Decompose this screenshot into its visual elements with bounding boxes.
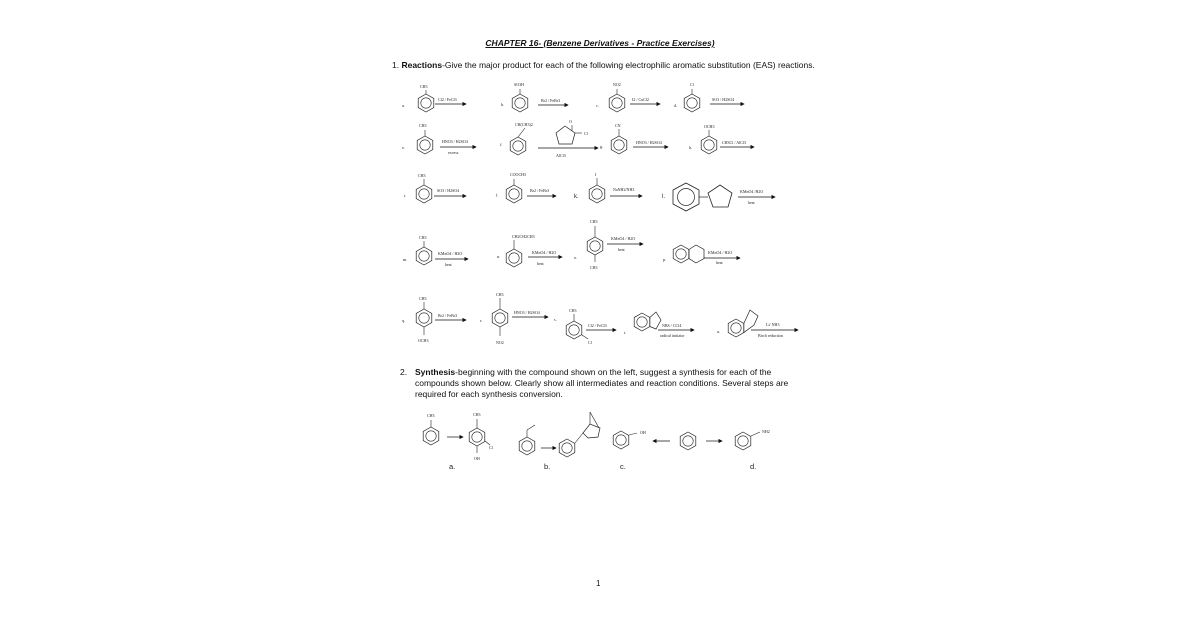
reagent: SO3 / H2SO4 bbox=[712, 97, 735, 102]
benzene-ring bbox=[566, 321, 582, 339]
benzene-ring bbox=[735, 432, 751, 450]
reaction-f bbox=[500, 119, 598, 158]
reaction-j bbox=[495, 172, 556, 203]
reaction-label: m. bbox=[403, 257, 408, 262]
synthesis-label: d. bbox=[750, 462, 757, 471]
reaction-u bbox=[717, 310, 798, 338]
reaction-label: b. bbox=[501, 102, 505, 107]
reaction-c bbox=[596, 82, 660, 112]
reaction-label: k. bbox=[574, 194, 579, 200]
benzene-ring bbox=[416, 309, 432, 327]
synthesis-d bbox=[735, 429, 770, 471]
fused-ring bbox=[689, 245, 704, 263]
reaction-q bbox=[402, 296, 466, 343]
reaction-k bbox=[574, 172, 642, 203]
benzene-ring bbox=[680, 432, 696, 450]
substituent: NO2 bbox=[613, 82, 621, 87]
question-2-body bbox=[415, 367, 800, 400]
reaction-p bbox=[663, 245, 740, 265]
substituent: CH2CH2CH3 bbox=[512, 234, 535, 239]
reagent: KMnO4 / H2O bbox=[611, 236, 636, 241]
benzene-ring bbox=[492, 309, 508, 327]
benzene-ring bbox=[611, 136, 627, 154]
reagent: SO3 / H2SO4 bbox=[437, 188, 460, 193]
reagent: Li/ NH3 bbox=[766, 322, 780, 327]
synthesis-c bbox=[613, 430, 722, 471]
benzene-ring bbox=[519, 437, 535, 455]
reaction-h bbox=[689, 124, 754, 154]
benzene-ring bbox=[418, 94, 434, 112]
reaction-label: o. bbox=[574, 255, 578, 260]
benzene-ring bbox=[613, 431, 629, 449]
substituent: CH3 bbox=[419, 235, 427, 240]
substituent: I bbox=[595, 172, 597, 177]
reaction-n bbox=[497, 234, 562, 267]
substituent: CH3 bbox=[590, 219, 598, 224]
substituent-2: OCH3 bbox=[418, 338, 429, 343]
substituent: CH3 bbox=[496, 292, 504, 297]
benzene-ring bbox=[506, 185, 522, 203]
benzene-ring bbox=[634, 313, 650, 331]
reaction-label: a. bbox=[402, 103, 405, 108]
reagent: NaNH2/NH3 bbox=[613, 187, 635, 192]
substituent-2: Cl bbox=[588, 340, 592, 345]
reaction-i bbox=[404, 173, 466, 203]
reagent: KMnO4 / H2O bbox=[532, 250, 557, 255]
page-number: 1 bbox=[596, 579, 601, 588]
reaction-label: c. bbox=[596, 103, 599, 108]
fused-cyclopentane bbox=[744, 310, 758, 333]
condition: radical initiator bbox=[660, 333, 685, 338]
question-1-number: 1. bbox=[392, 60, 400, 70]
reaction-g bbox=[600, 123, 668, 154]
synthesis-label: a. bbox=[449, 462, 456, 471]
acyl-chloride: Cl bbox=[584, 131, 588, 136]
benzene-ring bbox=[417, 136, 433, 154]
reaction-o bbox=[574, 219, 643, 270]
substituent: CH3 bbox=[419, 123, 427, 128]
substituent: CH(CH3)2 bbox=[515, 122, 533, 127]
reagent: NBS / CCl4 bbox=[662, 323, 682, 328]
synthesis-substituent: OH bbox=[640, 430, 646, 435]
reaction-l bbox=[662, 183, 775, 211]
reaction-b bbox=[501, 82, 568, 112]
reaction-label: p. bbox=[663, 257, 667, 262]
target-substituent-side: Cl bbox=[489, 445, 493, 450]
benzene-ring bbox=[609, 94, 625, 112]
reagent: Cl2 / FeCl3 bbox=[588, 323, 607, 328]
benzene-ring bbox=[673, 183, 699, 211]
condition: heat bbox=[537, 261, 544, 266]
benzene-ring bbox=[416, 185, 432, 203]
benzene-ring bbox=[559, 439, 575, 457]
target-substituent-bottom: OH bbox=[474, 456, 480, 461]
synthesis-label: b. bbox=[544, 462, 551, 471]
reagent: HNO3 / H2SO4 bbox=[636, 140, 662, 145]
substituent-2: NO2 bbox=[496, 340, 504, 345]
benzene-ring bbox=[587, 237, 603, 255]
reaction-label: u. bbox=[717, 329, 721, 334]
page-title: CHAPTER 16- (Benzene Derivatives - Practice Exercises) bbox=[485, 38, 715, 48]
reagent: CH3Cl / AlCl3 bbox=[722, 140, 747, 145]
reaction-label: l. bbox=[662, 194, 665, 200]
reaction-label: j. bbox=[496, 192, 499, 197]
reaction-label: f. bbox=[500, 142, 503, 147]
substituent: CH3 bbox=[419, 296, 427, 301]
reaction-label: n. bbox=[497, 254, 501, 259]
reaction-r bbox=[480, 292, 548, 345]
benzene-ring bbox=[673, 245, 689, 263]
condition: Birch reduction bbox=[758, 333, 783, 338]
substituent: SO3H bbox=[514, 82, 525, 87]
substituent: CH3 bbox=[569, 308, 577, 313]
reagent: HNO3 / H2SO4 bbox=[514, 310, 540, 315]
substituent: COOCH3 bbox=[510, 172, 527, 177]
benzene-ring bbox=[684, 94, 700, 112]
condition: heat bbox=[618, 247, 625, 252]
reagent: Br2 / FeBr3 bbox=[438, 313, 458, 318]
reaction-e bbox=[402, 123, 476, 155]
carbonyl-oxygen: O bbox=[569, 119, 572, 124]
target-substituent-top: CH3 bbox=[473, 412, 481, 417]
reaction-label: i. bbox=[404, 193, 407, 198]
question-2-heading: Synthesis bbox=[415, 367, 456, 377]
reagent: HNO3 / H2SO4 bbox=[442, 139, 468, 144]
substituent: OCH3 bbox=[704, 124, 715, 129]
reaction-label: e. bbox=[402, 145, 405, 150]
benzene-ring bbox=[589, 185, 605, 203]
reaction-m bbox=[403, 235, 468, 267]
reaction-t bbox=[624, 312, 694, 338]
question-2-text: -beginning with the compound shown on the left, suggest a synthesis for each of the compounds shown below. Clearly show all intermediates and reaction conditions. Several steps are required for each synthesis conversion. bbox=[415, 367, 789, 399]
reaction-label: t. bbox=[624, 330, 627, 335]
question-1-text: -Give the major product for each of the following electrophilic aromatic substitution (EAS) reactions. bbox=[442, 60, 815, 70]
reagent: Br2 / FeBr3 bbox=[530, 188, 550, 193]
reaction-label: g. bbox=[600, 144, 604, 149]
benzene-ring bbox=[701, 136, 717, 154]
substituent: CN bbox=[615, 123, 621, 128]
benzene-ring bbox=[510, 137, 526, 155]
reagent: KMnO4 / H2O bbox=[438, 251, 463, 256]
benzene-ring bbox=[423, 427, 439, 445]
substituent: Cl bbox=[690, 82, 694, 87]
reagent: I2 / CuCl2 bbox=[632, 97, 649, 102]
synthesis-a bbox=[423, 412, 493, 471]
condition: heat bbox=[445, 262, 452, 267]
benzene-ring bbox=[728, 319, 744, 337]
question-2 bbox=[400, 367, 800, 400]
substituent: CH3 bbox=[420, 84, 428, 89]
benzene-ring bbox=[416, 247, 432, 265]
benzene-ring bbox=[469, 428, 485, 446]
condition: heat bbox=[748, 200, 755, 205]
bicyclic-ring bbox=[583, 424, 600, 438]
cyclopentane-ring bbox=[708, 185, 732, 207]
fused-cyclopentane bbox=[650, 312, 661, 329]
synthesis-substituent: NH2 bbox=[762, 429, 770, 434]
reaction-d bbox=[674, 82, 744, 112]
synthesis-b bbox=[519, 412, 600, 471]
substituent-2: CH3 bbox=[590, 265, 598, 270]
benzene-ring bbox=[506, 249, 522, 267]
reaction-label: h. bbox=[689, 145, 693, 150]
reaction-a bbox=[402, 84, 466, 112]
reagent: KMnO4 / H2O bbox=[708, 250, 733, 255]
question-2-number: 2. bbox=[400, 367, 408, 377]
reagent: AlCl3 bbox=[556, 153, 566, 158]
question-1-heading: Reactions bbox=[401, 60, 443, 70]
reagent: Br2 / FeBr3 bbox=[541, 98, 561, 103]
start-substituent: CH3 bbox=[427, 413, 435, 418]
condition: heat bbox=[716, 260, 723, 265]
reagent: Cl2 / FeCl3 bbox=[438, 97, 457, 102]
reaction-label: d. bbox=[674, 103, 678, 108]
condition: excess bbox=[448, 150, 459, 155]
reaction-s bbox=[554, 308, 616, 345]
reagent: KMnO4 /H2O bbox=[740, 189, 764, 194]
substituent: CH3 bbox=[418, 173, 426, 178]
reaction-label: q. bbox=[402, 318, 406, 323]
reaction-label: s. bbox=[554, 317, 557, 322]
synthesis-label: c. bbox=[620, 462, 626, 471]
benzene-ring bbox=[512, 94, 528, 112]
reaction-label: r. bbox=[480, 318, 483, 323]
